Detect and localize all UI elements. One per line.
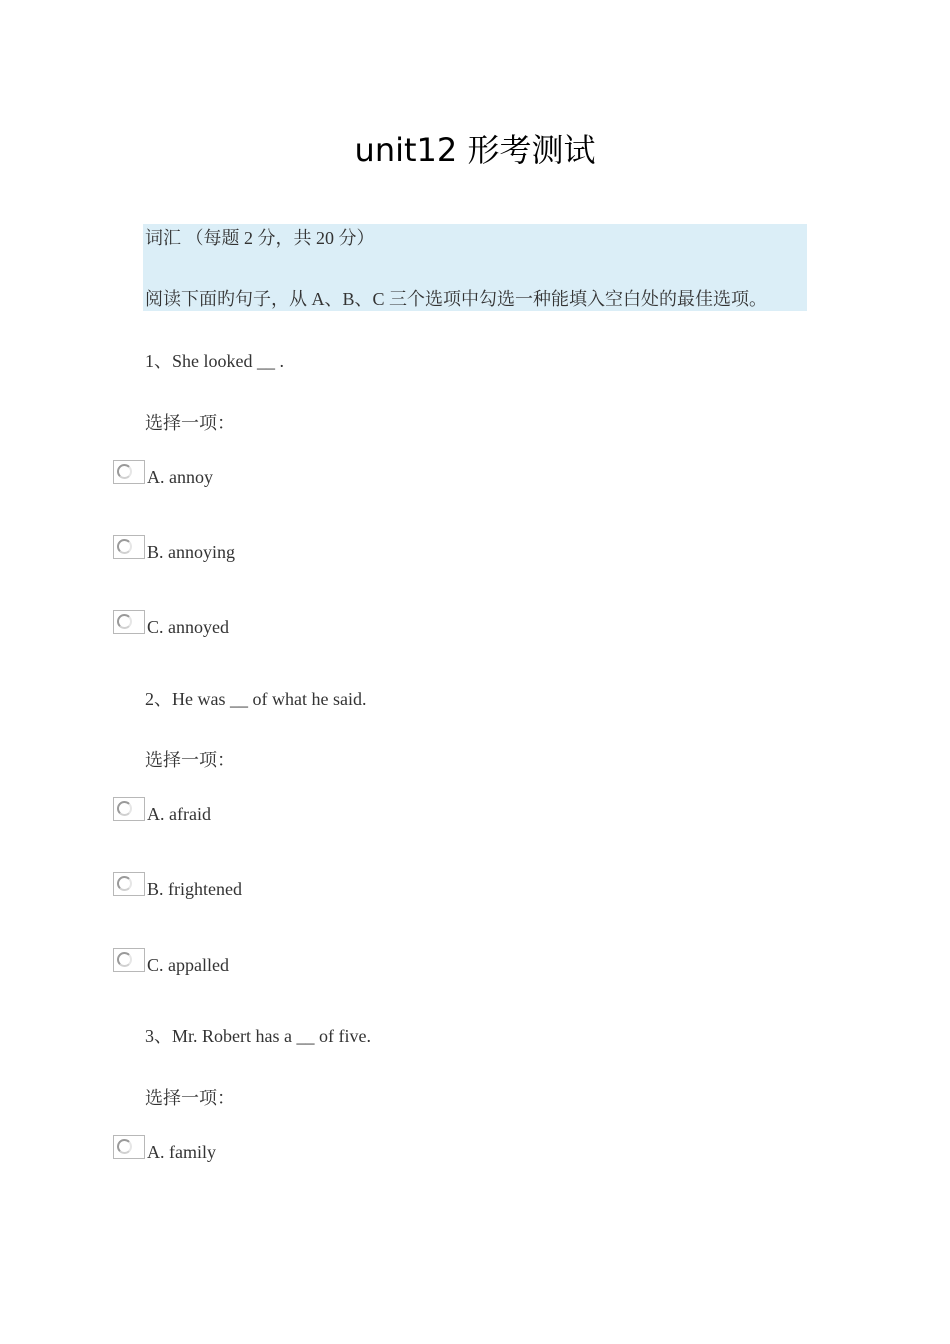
section-heading: 词汇 （每题 2 分，共 20 分） <box>145 228 375 248</box>
option-label: A. family <box>147 1142 216 1162</box>
question-3-text: 3、Mr. Robert has a __ of five. <box>145 1026 371 1046</box>
question-2-text: 2、He was __ of what he said. <box>145 689 367 709</box>
radio-button-icon[interactable] <box>113 797 145 821</box>
radio-button-icon[interactable] <box>113 610 145 634</box>
option-label: A. annoy <box>147 467 213 487</box>
question-2-choose-label: 选择一项： <box>145 750 235 770</box>
radio-button-icon[interactable] <box>113 1135 145 1159</box>
option-label: B. annoying <box>147 542 235 562</box>
option-label: C. appalled <box>147 955 229 975</box>
radio-button-icon[interactable] <box>113 460 145 484</box>
question-1-choose-label: 选择一项： <box>145 413 235 433</box>
option-label: C. annoyed <box>147 617 229 637</box>
radio-button-icon[interactable] <box>113 535 145 559</box>
option-label: A. afraid <box>147 804 211 824</box>
radio-button-icon[interactable] <box>113 948 145 972</box>
page-title: unit12 形考测试 <box>354 131 596 169</box>
question-3-choose-label: 选择一项： <box>145 1088 235 1108</box>
option-label: B. frightened <box>147 879 242 899</box>
question-1-text: 1、She looked __ . <box>145 351 284 371</box>
section-instruction: 阅读下面旳句子，从 A、B、C 三个选项中勾选一种能填入空白处的最佳选项。 <box>145 289 768 309</box>
radio-button-icon[interactable] <box>113 872 145 896</box>
